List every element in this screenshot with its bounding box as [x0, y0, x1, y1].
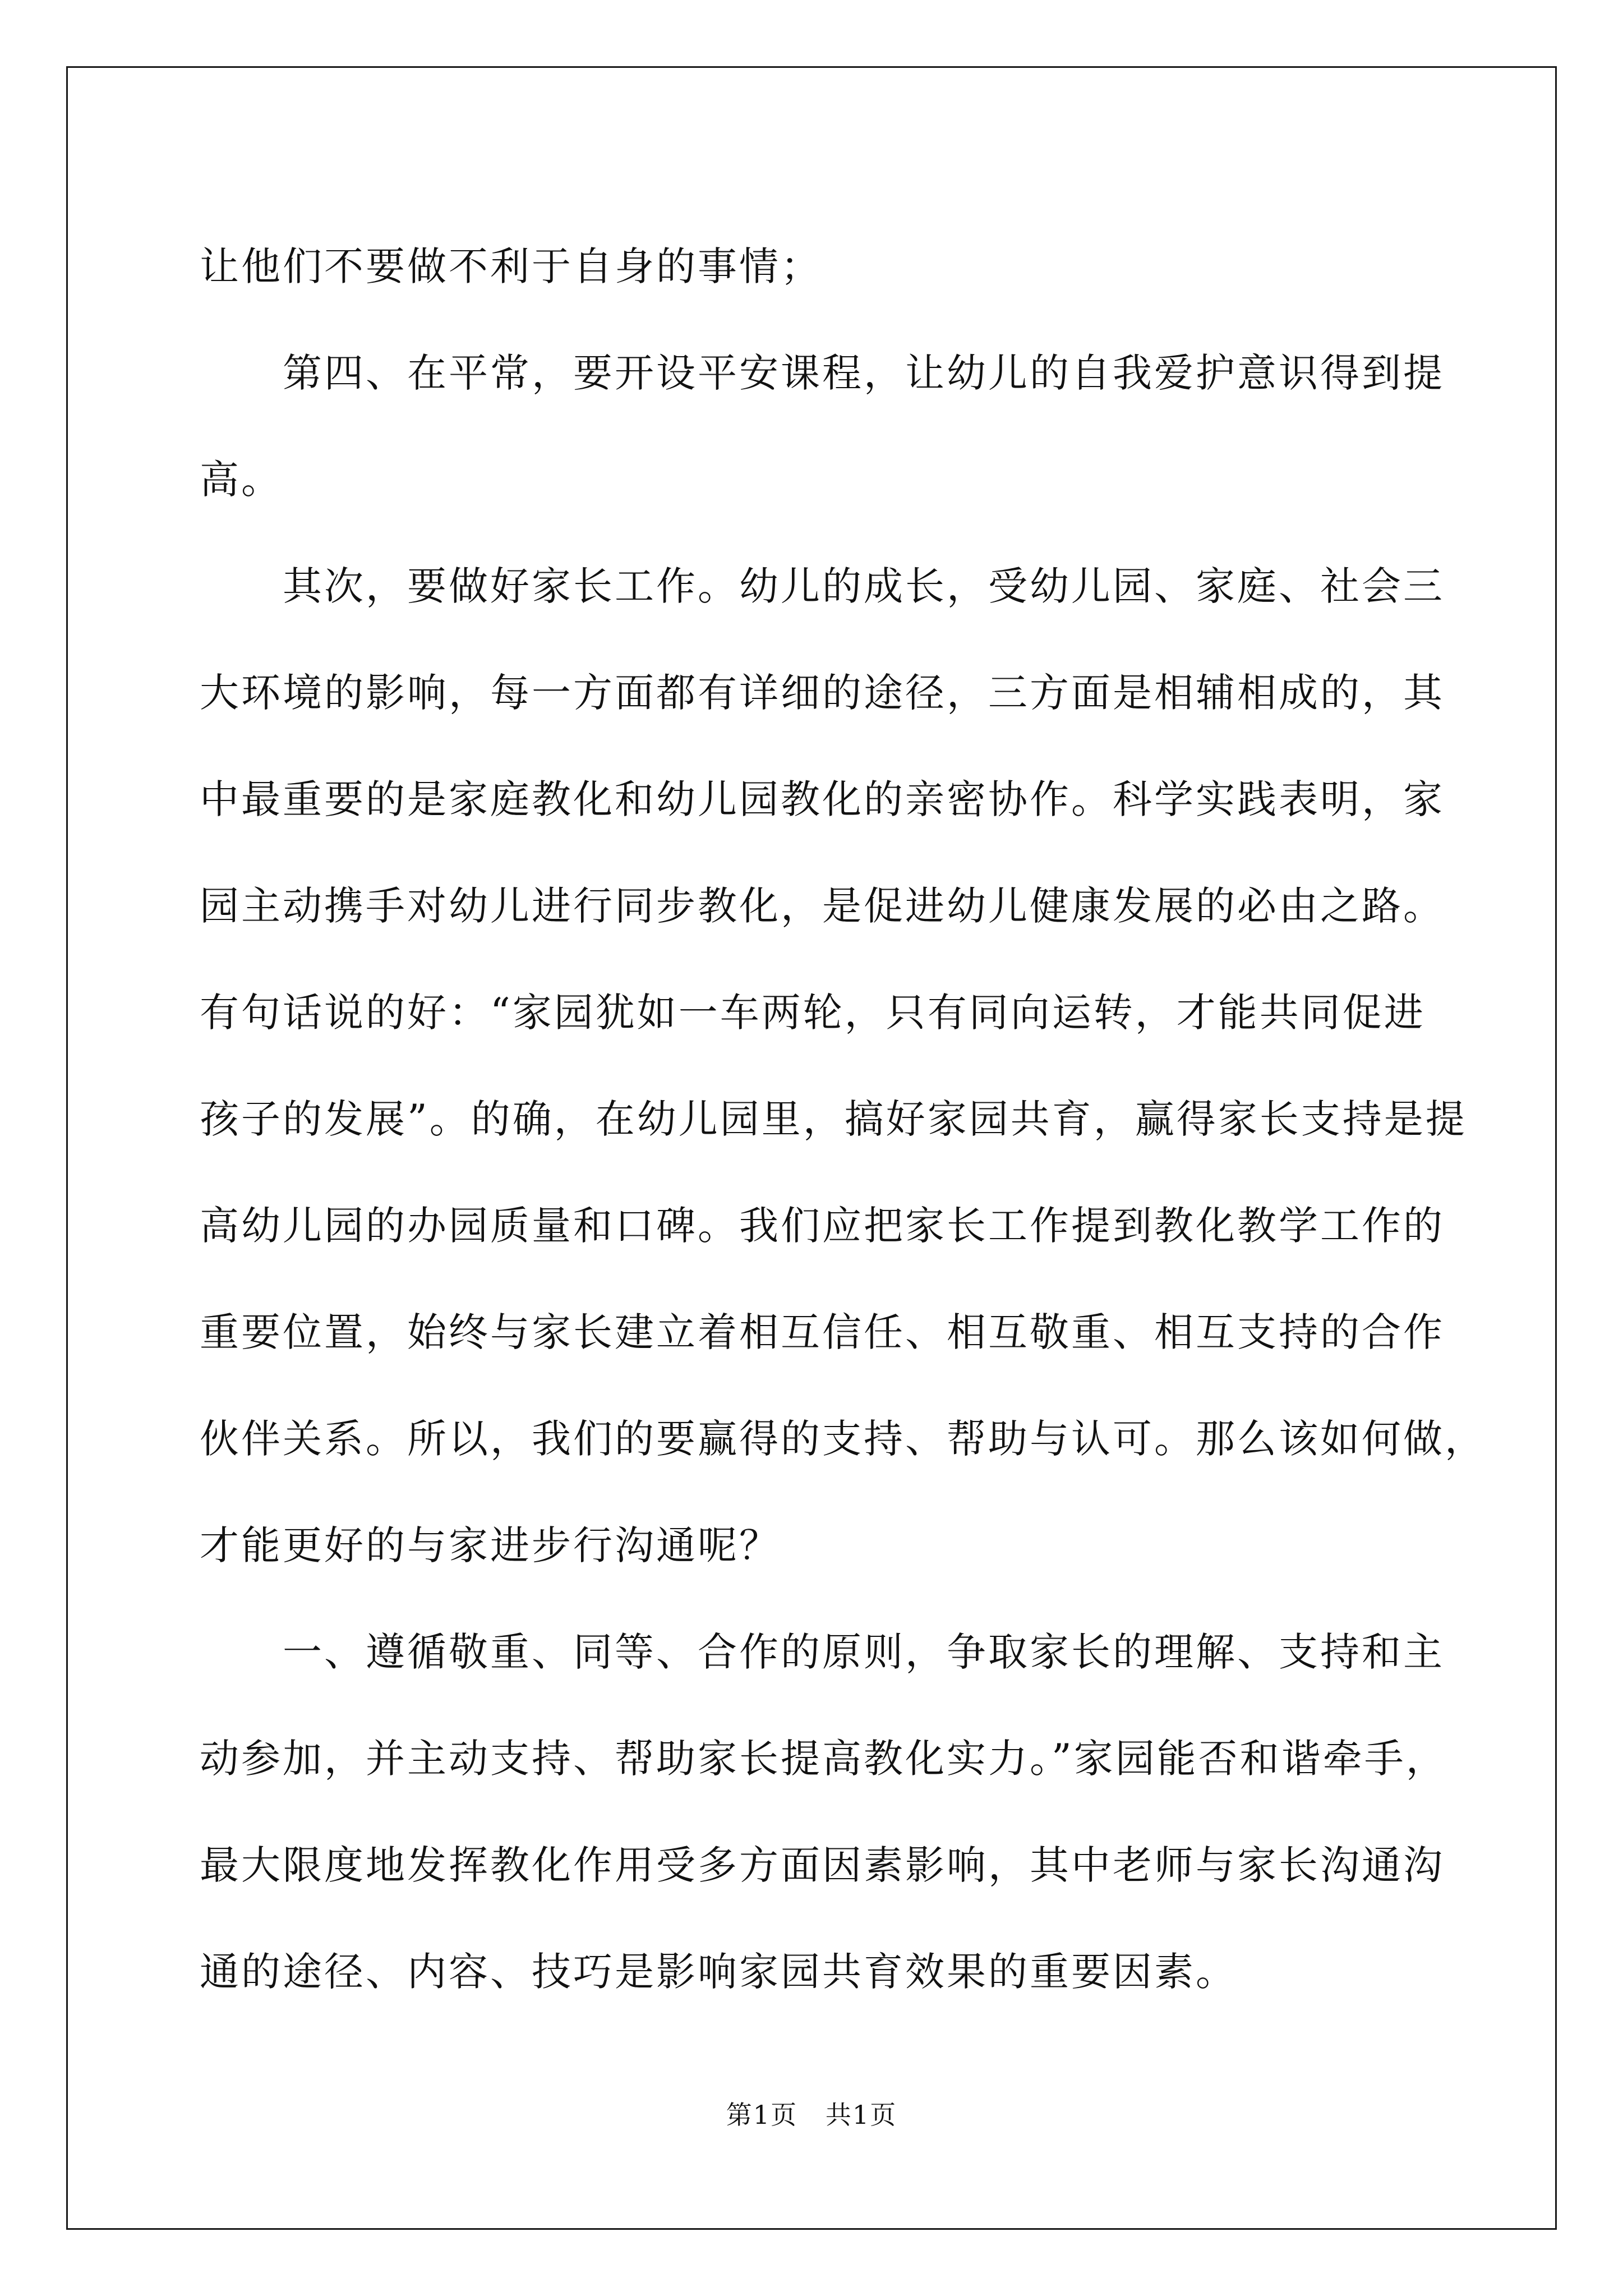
text-line: 通的途径、内容、技巧是影响家园共育效果的重要因素。	[200, 1949, 1237, 1995]
page-number: 第1页 共1页	[726, 2100, 897, 2130]
text-line: 大环境的影响，每一方面都有详细的途径，三方面是相辅相成的，其	[200, 670, 1445, 716]
text-line: 让他们不要做不利于自身的事情；	[200, 243, 822, 289]
text-line: 园主动携手对幼儿进行同步教化，是促进幼儿健康发展的必由之路。	[200, 883, 1445, 929]
text-line: 其次，要做好家长工作。幼儿的成长，受幼儿园、家庭、社会三	[283, 563, 1445, 609]
text-line: 有句话说的好：“家园犹如一车两轮，只有同向运转，才能共同促进	[200, 990, 1426, 1036]
text-line: 才能更好的与家进步行沟通呢？	[200, 1522, 781, 1568]
text-line: 一、遵循敬重、同等、合作的原则，争取家长的理解、支持和主	[283, 1629, 1445, 1675]
text-line: 伙伴关系。所以，我们的要赢得的支持、帮助与认可。那么该如何做，	[200, 1416, 1486, 1462]
text-line: 第四、在平常，要开设平安课程，让幼儿的自我爱护意识得到提	[283, 350, 1445, 396]
text-line: 高幼儿园的办园质量和口碑。我们应把家长工作提到教化教学工作的	[200, 1203, 1445, 1249]
text-line: 中最重要的是家庭教化和幼儿园教化的亲密协作。科学实践表明，家	[200, 776, 1445, 822]
page-footer	[0, 2098, 1623, 2132]
text-line: 高。	[200, 457, 283, 503]
text-line: 动参加，并主动支持、帮助家长提高教化实力。”家园能否和谐牵手，	[200, 1736, 1447, 1782]
text-line: 最大限度地发挥教化作用受多方面因素影响，其中老师与家长沟通沟	[200, 1842, 1445, 1888]
text-line: 孩子的发展”。的确，在幼儿园里，搞好家园共育，赢得家长支持是提	[200, 1096, 1467, 1142]
text-line: 重要位置，始终与家长建立着相互信任、相互敬重、相互支持的合作	[200, 1309, 1445, 1355]
document-body	[200, 213, 1486, 2025]
